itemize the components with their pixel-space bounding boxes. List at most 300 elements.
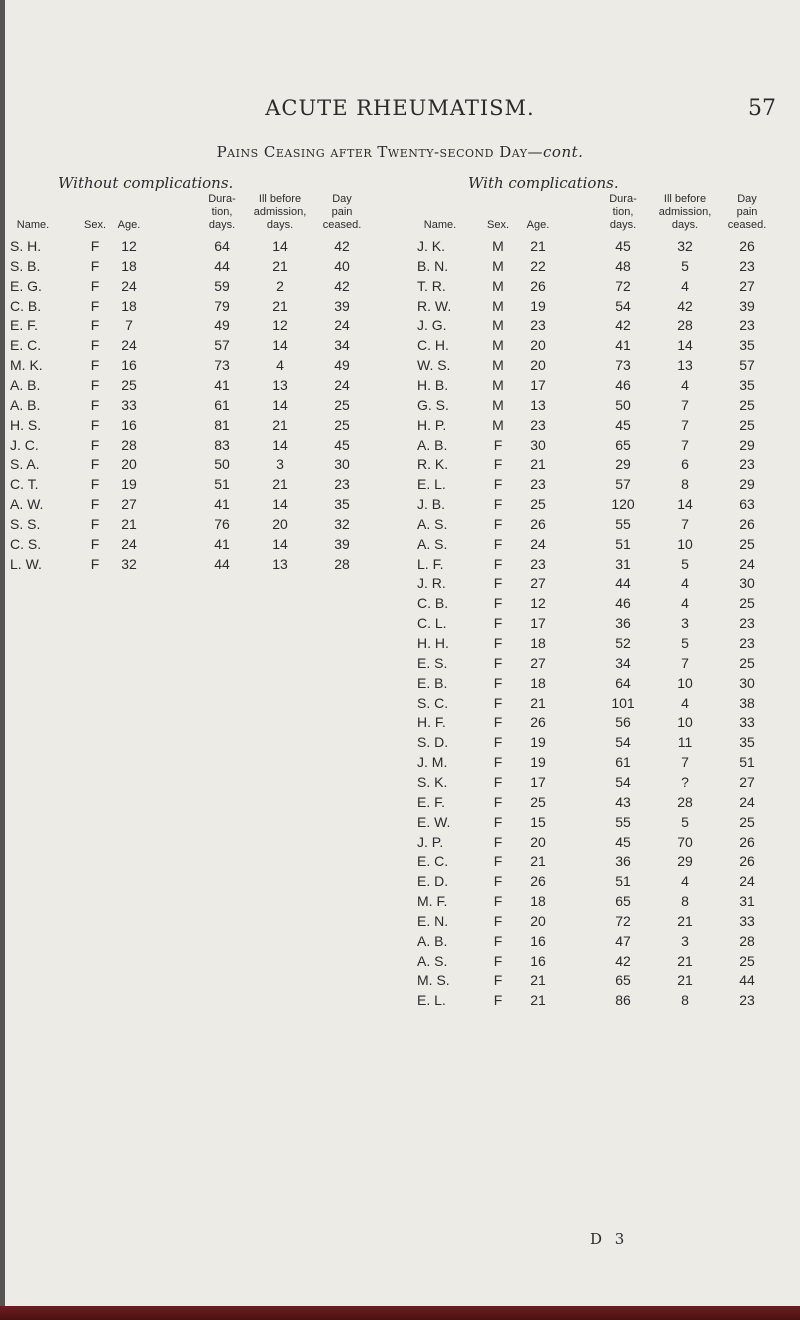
right-cell-ill: 7 [681,516,689,532]
right-header-duration-line2: tion, [612,206,634,218]
right-cell-sex: F [493,456,503,472]
right-cell-age: 17 [530,377,546,393]
right-cell-sex: F [493,953,503,969]
right-cell-duration: 50 [615,397,631,413]
right-cell-day: 63 [739,496,755,512]
right-cell-day: 23 [739,635,755,651]
left-cell-age: 7 [125,317,133,333]
right-cell-duration: 55 [615,516,631,532]
left-cell-age: 24 [121,278,137,294]
left-cell-name: S. A. [10,456,40,472]
left-cell-ill: 14 [272,337,288,353]
left-cell-age: 19 [121,476,137,492]
right-cell-sex: F [493,794,503,810]
left-cell-age: 24 [121,536,137,552]
right-cell-day: 44 [739,972,755,988]
right-header-ill-line1: Ill before [663,193,707,205]
right-cell-sex: F [493,714,503,730]
right-cell-name: S. D. [417,734,449,750]
right-cell-duration: 51 [615,873,631,889]
right-cell-day: 25 [739,536,755,552]
right-cell-sex: M [492,278,504,294]
right-cell-ill: 10 [677,714,693,730]
right-cell-name: R. W. [417,298,452,314]
table-caption [0,143,800,161]
right-cell-sex: F [493,814,503,830]
right-header-duration-line1: Dura- [609,193,637,205]
right-cell-duration: 44 [615,575,631,591]
right-cell-age: 20 [530,357,546,373]
right-cell-day: 30 [739,675,755,691]
right-cell-day: 23 [739,456,755,472]
right-cell-age: 16 [530,953,546,969]
right-cell-name: E. C. [417,853,449,869]
right-cell-sex: F [493,516,503,532]
left-cell-duration: 44 [214,258,230,274]
left-cell-name: E. G. [10,278,42,294]
left-cell-sex: F [90,317,100,333]
right-cell-age: 25 [530,794,546,810]
left-cell-ill: 13 [272,377,288,393]
right-header-duration-line3: days. [609,219,637,231]
right-cell-sex: F [493,655,503,671]
right-cell-ill: 7 [681,655,689,671]
right-cell-sex: F [493,972,503,988]
right-cell-age: 26 [530,516,546,532]
right-cell-day: 25 [739,595,755,611]
right-cell-ill: 29 [677,853,693,869]
left-cell-name: E. C. [10,337,42,353]
right-cell-age: 12 [530,595,546,611]
right-cell-sex: F [493,893,503,909]
right-cell-name: M. F. [417,893,448,909]
right-cell-duration: 72 [615,278,631,294]
right-cell-sex: F [493,992,503,1008]
right-cell-age: 17 [530,615,546,631]
left-cell-age: 24 [121,337,137,353]
right-cell-duration: 65 [615,437,631,453]
right-cell-name: A. B. [417,933,448,949]
right-cell-sex: M [492,337,504,353]
right-cell-age: 24 [530,536,546,552]
left-cell-sex: F [90,496,100,512]
right-cell-duration: 51 [615,536,631,552]
right-cell-age: 23 [530,317,546,333]
left-cell-sex: F [90,337,100,353]
left-cell-age: 18 [121,298,137,314]
right-cell-name: E. L. [417,992,446,1008]
right-cell-sex: F [493,615,503,631]
left-cell-sex: F [90,298,100,314]
left-cell-ill: 12 [272,317,288,333]
right-cell-duration: 72 [615,913,631,929]
left-header-ill-line3: days. [266,219,294,231]
right-cell-sex: F [493,774,503,790]
right-cell-ill: 21 [677,972,693,988]
right-header-day-line2: pain [736,206,758,218]
right-cell-duration: 65 [615,972,631,988]
left-header-duration-line3: days. [208,219,236,231]
right-cell-name: H. B. [417,377,449,393]
right-cell-age: 19 [530,754,546,770]
right-cell-duration: 56 [615,714,631,730]
right-cell-duration: 52 [615,635,631,651]
right-cell-name: W. S. [417,357,451,373]
right-cell-ill: 10 [677,536,693,552]
right-cell-sex: M [492,238,504,254]
page-bottom-edge [0,1306,800,1320]
right-cell-duration: 65 [615,893,631,909]
right-cell-sex: M [492,397,504,413]
right-cell-name: H. H. [417,635,449,651]
left-cell-age: 25 [121,377,137,393]
left-cell-ill: 21 [272,298,288,314]
right-cell-name: J. R. [417,575,446,591]
right-cell-day: 31 [739,893,755,909]
right-cell-age: 18 [530,893,546,909]
right-cell-name: J. M. [417,754,448,770]
left-cell-name: S. B. [10,258,41,274]
left-cell-duration: 61 [214,397,230,413]
right-cell-name: J. G. [417,317,447,333]
right-cell-sex: F [493,595,503,611]
left-cell-day: 42 [334,238,350,254]
left-cell-duration: 79 [214,298,230,314]
right-cell-age: 25 [530,496,546,512]
right-cell-sex: M [492,357,504,373]
right-cell-sex: F [493,834,503,850]
left-cell-duration: 64 [214,238,230,254]
right-cell-name: G. S. [417,397,449,413]
right-cell-name: C. B. [417,595,449,611]
left-header-duration-line2: tion, [211,206,233,218]
right-cell-ill: 28 [677,317,693,333]
right-cell-name: E. S. [417,655,448,671]
left-cell-sex: F [90,357,100,373]
left-cell-day: 45 [334,437,350,453]
left-cell-name: A. B. [10,397,41,413]
left-cell-ill: 14 [272,496,288,512]
left-cell-name: S. H. [10,238,42,254]
left-cell-duration: 41 [214,496,230,512]
right-cell-name: C. H. [417,337,449,353]
page-number: 57 [748,96,776,121]
left-cell-day: 32 [334,516,350,532]
right-cell-name: A. S. [417,516,448,532]
right-cell-ill: 70 [677,834,693,850]
right-cell-sex: M [492,298,504,314]
right-cell-duration: 36 [615,615,631,631]
left-cell-name: L. W. [10,556,42,572]
right-cell-day: 39 [739,298,755,314]
left-cell-sex: F [90,516,100,532]
right-cell-age: 21 [530,972,546,988]
left-cell-duration: 41 [214,536,230,552]
right-cell-name: A. S. [417,953,448,969]
right-cell-name: C. L. [417,615,447,631]
left-cell-ill: 21 [272,258,288,274]
right-cell-age: 21 [530,456,546,472]
left-cell-ill: 21 [272,417,288,433]
right-cell-ill: 10 [677,675,693,691]
caption-continued: —cont. [527,143,584,161]
right-cell-sex: F [493,556,503,572]
right-cell-age: 13 [530,397,546,413]
left-cell-ill: 4 [276,357,284,373]
left-cell-duration: 83 [214,437,230,453]
right-cell-age: 26 [530,714,546,730]
left-cell-sex: F [90,238,100,254]
right-cell-sex: F [493,635,503,651]
right-cell-duration: 73 [615,357,631,373]
right-header-age: Age. [526,219,550,231]
left-cell-duration: 49 [214,317,230,333]
left-cell-day: 35 [334,496,350,512]
right-header-name: Name. [423,219,457,231]
right-cell-name: E. B. [417,675,448,691]
left-cell-sex: F [90,556,100,572]
right-cell-name: E. F. [417,794,446,810]
right-cell-day: 23 [739,615,755,631]
left-cell-sex: F [90,258,100,274]
right-cell-ill: 4 [681,873,689,889]
right-cell-name: S. K. [417,774,448,790]
right-cell-sex: F [493,734,503,750]
left-cell-name: C. S. [10,536,42,552]
left-cell-age: 21 [121,516,137,532]
signature-mark: D 3 [590,1230,629,1248]
right-cell-day: 24 [739,556,755,572]
right-cell-day: 27 [739,774,755,790]
right-cell-ill: 8 [681,893,689,909]
right-cell-day: 35 [739,734,755,750]
right-cell-duration: 36 [615,853,631,869]
left-cell-ill: 14 [272,437,288,453]
left-cell-duration: 41 [214,377,230,393]
left-cell-sex: F [90,536,100,552]
right-cell-duration: 120 [611,496,635,512]
right-cell-age: 16 [530,933,546,949]
right-cell-name: H. F. [417,714,446,730]
right-cell-name: B. N. [417,258,449,274]
right-cell-day: 29 [739,437,755,453]
right-cell-day: 24 [739,873,755,889]
right-cell-ill: 32 [677,238,693,254]
right-cell-day: 25 [739,417,755,433]
right-cell-sex: F [493,913,503,929]
left-cell-name: S. S. [10,516,41,532]
left-cell-sex: F [90,456,100,472]
left-cell-age: 28 [121,437,137,453]
left-cell-ill: 14 [272,536,288,552]
right-cell-duration: 54 [615,298,631,314]
right-cell-ill: 4 [681,278,689,294]
left-cell-name: E. F. [10,317,39,333]
right-cell-name: M. S. [417,972,450,988]
right-cell-age: 22 [530,258,546,274]
right-cell-age: 23 [530,476,546,492]
right-cell-duration: 31 [615,556,631,572]
right-cell-ill: 3 [681,933,689,949]
right-cell-duration: 43 [615,794,631,810]
right-cell-age: 27 [530,655,546,671]
left-cell-duration: 57 [214,337,230,353]
left-cell-duration: 81 [214,417,230,433]
right-cell-ill: 14 [677,496,693,512]
right-cell-day: 23 [739,258,755,274]
right-cell-day: 23 [739,317,755,333]
right-cell-name: S. C. [417,695,449,711]
left-cell-day: 24 [334,377,350,393]
right-cell-name: E. W. [417,814,451,830]
right-cell-duration: 54 [615,774,631,790]
right-cell-duration: 86 [615,992,631,1008]
right-cell-ill: 13 [677,357,693,373]
page-edge-shadow [0,0,5,1320]
left-cell-day: 24 [334,317,350,333]
right-cell-ill: 5 [681,556,689,572]
left-cell-ill: 14 [272,238,288,254]
right-cell-ill: 3 [681,615,689,631]
left-cell-age: 16 [121,417,137,433]
right-cell-name: A. S. [417,536,448,552]
right-cell-ill: 5 [681,635,689,651]
left-header-sex: Sex. [83,219,106,231]
right-cell-duration: 64 [615,675,631,691]
right-cell-sex: F [493,754,503,770]
right-cell-day: 26 [739,853,755,869]
right-cell-ill: 4 [681,595,689,611]
left-header-day-line2: pain [331,206,353,218]
right-cell-sex: F [493,873,503,889]
right-cell-age: 20 [530,913,546,929]
right-cell-duration: 46 [615,377,631,393]
left-cell-sex: F [90,417,100,433]
right-cell-day: 25 [739,953,755,969]
right-cell-ill: 6 [681,456,689,472]
right-cell-age: 23 [530,556,546,572]
right-cell-age: 18 [530,635,546,651]
right-header-day-line3: ceased. [727,219,767,231]
right-cell-age: 21 [530,992,546,1008]
right-cell-ill: 8 [681,992,689,1008]
right-cell-age: 26 [530,278,546,294]
right-cell-day: 26 [739,238,755,254]
right-cell-name: T. R. [417,278,446,294]
left-cell-duration: 59 [214,278,230,294]
right-cell-name: J. K. [417,238,446,254]
right-cell-age: 21 [530,695,546,711]
right-cell-sex: F [493,853,503,869]
right-cell-name: J. P. [417,834,444,850]
left-header-name: Name. [16,219,50,231]
right-cell-name: E. N. [417,913,449,929]
right-cell-age: 23 [530,417,546,433]
left-cell-name: M. K. [10,357,43,373]
right-cell-ill: 11 [677,734,693,750]
left-header-ill-line1: Ill before [258,193,302,205]
left-cell-name: A. W. [10,496,44,512]
right-cell-sex: F [493,536,503,552]
right-cell-duration: 54 [615,734,631,750]
right-cell-day: 57 [739,357,755,373]
left-cell-sex: F [90,397,100,413]
right-cell-age: 19 [530,734,546,750]
group-title-without-complications: Without complications. [58,174,234,192]
left-cell-ill: 20 [272,516,288,532]
right-cell-age: 19 [530,298,546,314]
right-cell-day: 35 [739,337,755,353]
left-cell-day: 28 [334,556,350,572]
left-cell-day: 25 [334,397,350,413]
right-cell-name: H. P. [417,417,447,433]
right-cell-ill: 5 [681,814,689,830]
right-cell-age: 20 [530,834,546,850]
left-cell-age: 32 [121,556,137,572]
right-cell-duration: 45 [615,417,631,433]
right-header-day-line1: Day [737,193,757,205]
right-cell-day: 35 [739,377,755,393]
left-cell-day: 39 [334,536,350,552]
right-cell-duration: 29 [615,456,631,472]
right-cell-age: 26 [530,873,546,889]
right-cell-name: L. F. [417,556,444,572]
right-cell-day: 51 [739,754,755,770]
left-cell-ill: 14 [272,397,288,413]
right-cell-ill: 7 [681,417,689,433]
right-cell-age: 30 [530,437,546,453]
left-cell-ill: 21 [272,476,288,492]
right-cell-day: 33 [739,714,755,730]
left-cell-sex: F [90,437,100,453]
left-cell-name: J. C. [10,437,39,453]
right-cell-age: 20 [530,337,546,353]
left-cell-age: 33 [121,397,137,413]
right-cell-duration: 57 [615,476,631,492]
right-cell-day: 26 [739,834,755,850]
right-cell-ill: 42 [677,298,693,314]
right-cell-duration: 55 [615,814,631,830]
right-cell-sex: M [492,317,504,333]
right-cell-day: 24 [739,794,755,810]
left-cell-duration: 76 [214,516,230,532]
left-cell-name: C. T. [10,476,39,492]
left-cell-day: 49 [334,357,350,373]
right-cell-name: A. B. [417,437,448,453]
right-cell-sex: F [493,695,503,711]
right-cell-day: 25 [739,814,755,830]
left-cell-duration: 44 [214,556,230,572]
right-cell-name: R. K. [417,456,449,472]
right-cell-sex: F [493,933,503,949]
right-cell-sex: M [492,377,504,393]
right-header-ill-line3: days. [671,219,699,231]
right-cell-duration: 47 [615,933,631,949]
left-cell-age: 27 [121,496,137,512]
left-cell-ill: 3 [276,456,284,472]
right-cell-day: 23 [739,992,755,1008]
right-cell-duration: 45 [615,238,631,254]
right-cell-age: 21 [530,853,546,869]
left-cell-sex: F [90,377,100,393]
left-header-ill-line2: admission, [253,206,307,218]
right-cell-ill: ? [681,774,689,790]
right-cell-duration: 101 [611,695,635,711]
right-cell-age: 27 [530,575,546,591]
right-cell-ill: 21 [677,953,693,969]
caption-main: Pains Ceasing after Twenty-second Day [216,143,528,161]
left-cell-age: 16 [121,357,137,373]
